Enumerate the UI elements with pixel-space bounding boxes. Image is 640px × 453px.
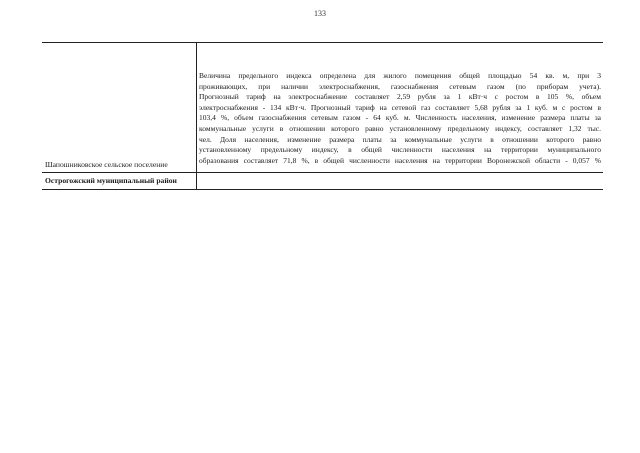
row-divider — [42, 172, 603, 173]
district-heading: Острогожский муниципальный район — [45, 176, 177, 185]
text-line: коммунальные услуги в отношении которого равно установленному предельному индексу, составляет 1,32 тыс. — [199, 123, 601, 133]
text-line: 103,4 %, объем газоснабжения сетевым газом - 64 куб. м. Численность населения, изменение размера платы за — [199, 113, 601, 123]
text-line: Прогнозный тариф на электроснабжение составляет 2,59 рубля за 1 кВт·ч с ростом в 105 %, объем — [199, 92, 601, 102]
column-divider — [196, 42, 197, 189]
page-number: 133 — [314, 9, 326, 18]
settlement-name: Шапошниковское сельское поселение — [45, 160, 168, 169]
table-bottom-border — [42, 189, 603, 190]
text-line: электроснабжения - 134 кВт·ч. Прогнозный тариф на сетевой газ составляет 5,68 рубля за 1 куб. м с ростом в — [199, 102, 601, 112]
table-top-border — [42, 42, 603, 43]
text-line: образования составляет 71,8 %, в общей численности населения на территории Воронежской области - 0,057 % — [199, 155, 601, 165]
text-line: проживающих, при наличии электроснабжения, газоснабжения сетевым газом (по приборам учета). — [199, 81, 601, 91]
text-line: установленному предельному индексу, в общей численности населения на территории муниципального — [199, 145, 601, 155]
index-description — [199, 71, 601, 166]
text-line: Величина предельного индекса определена для жилого помещения общей площадью 54 кв. м, при 3 — [199, 71, 601, 80]
text-line: чел. Доля населения, изменение размера платы за коммунальные услуги в отношении которого равно — [199, 134, 601, 144]
